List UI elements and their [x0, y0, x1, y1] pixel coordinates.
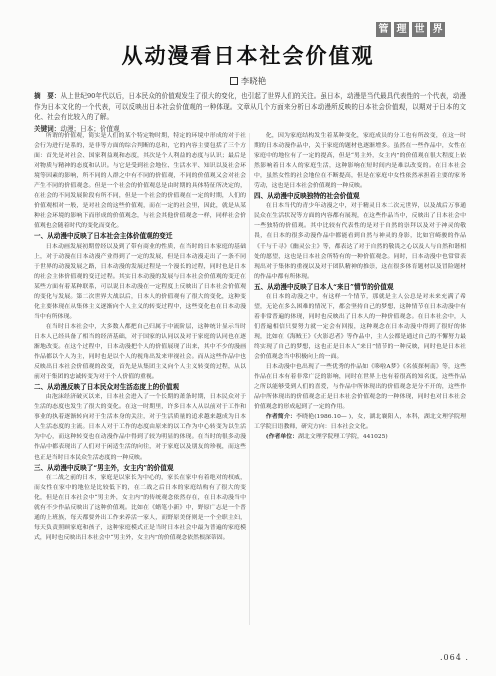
body-paragraph: 在当时日本社会中，大多数人都把自己归属于中流阶层，这种统计显示当时日本人已经具备了相当的经济基础，对于国家的认同以及对于家庭的认同也在逐渐地改变。在这个过程中，日本动漫把个人的价值展现了出来，其中不少的漫画作品都以个人为主，同时也是以个人的视角出发来审视社会。而从这些作品中也反映出日本社会价值观的改变，首先是从集团主义向个人主义转变的过程，从以前对于集团的忠诚转变为对于个人价值的重视。 — [34, 323, 246, 381]
page-number: .064 . — [440, 653, 469, 662]
body-paragraph: 在日本的动漫之中，有这样一个情节，那就是主人公总是对未来充满了希望，无论在多么困难的情况下，都会坚持自己的梦想，这种情节在日本动漫中有着非常普遍的体现，同时也反映出了日本人的一种价值观念。在日本社会中，人们普遍相信只要努力就一定会有回报，这种观念在日本动漫中得到了很好的体现，比如在《海贼王》《火影忍者》等作品中，主人公都是通过自己的不懈努力最终实现了自己的梦想，这也正是日本人“来日”情节的一种反映，同时也是日本社会价值观念当中积极向上的一面。 — [254, 293, 466, 361]
abstract-paragraph — [34, 91, 466, 123]
body-paragraph: 所谓的价值观，简实是人们的某个特定物时期，特定的环境中形成的对于社会行为进行是系的，是非等方面的综合判断的总和，它的内容主要包括了三个方面：首先是对社会、国家利益观和态度，其次是个人利益的态度与认识；最后是对物质与精神的态度和认识。与它是受到社会地位、生活水平、知识以及社会环境等因素的影响，所不同的人群之中有不同的价值观，不同的价值观又会对社会产生不同的价值观念。但是一个社会的价值观总是由时期的具体特征所决定的，在社会的不同发展阶段有所不同，但是一个社会的价值观在一定的时期，人们的价值观相对一般，是对社会的这些价值观，而在一定的社会里，因此，就是从某种社会环境的影响下而形成的价值观念，与社会其他价值观念一样，同样社会价值观也会随着时代的变化而变化。 — [34, 133, 246, 230]
abstract — [34, 91, 466, 134]
left-column — [34, 131, 246, 543]
section-heading: 一、从动漫中反映了日本社会主体价值观的变迁 — [34, 232, 173, 241]
bio-text: 湖北文理学院理工学院，441025) — [298, 434, 388, 441]
section-heading: 二、从动漫反映了日本民众对生活态度上的价值观 — [34, 383, 180, 392]
bio-text: 李晓艳(1986.10— )，女，湖北襄阳人，本科，湖北文理学院理工学院日语教师，研究方向：日本社会文化。 — [254, 414, 467, 431]
abstract-text: 从上世纪90年代以后，日本民众的价值观发生了很大的变化，也引起了世界人们的关注。虽日本，动漫是当代最具代表性的一个代表，动漫作为日本文化的一个代表，可以反映出日本社会价值观的一种体现。文章从几个方面来分析日本动漫所反映的日本社会价值观，以期对于日本的文化、社会有比较入的了解。 — [34, 92, 467, 122]
author-bio — [254, 432, 466, 442]
bio-label: (作者单位： — [265, 433, 299, 441]
column-header-char: 管 — [376, 22, 391, 37]
author-bio — [254, 412, 466, 432]
body-paragraph: 在日本当代的青少年动漫之中，对于精灵日本二次元世界，以及战后万事通民众在生活状况等方面的内容都有展现，在这些作品当中，反映出了日本社会中一些独特的价值观。其中比较有代表性的是对于自然的崇拜以及对于神灵的敬畏，在日本的很多动漫作品中都能看到自然与神灵的身影，比如宫崎骏的作品《千与千寻》《幽灵公主》等，都表达了对于自然的敬畏之心以及人与自然和谐相处的愿望，这也是日本社会所特有的一种价值观念。同时，日本动漫中也常常表现出对于集体的重视以及对于团队精神的推崇，这在很多体育题材以及冒险题材的作品中都有所体现。 — [254, 203, 466, 280]
bio-label: 作者简介： — [265, 413, 297, 421]
body-paragraph: 日本动漫中也出现了一些优秀的作品如《哆啦A梦》《名侦探柯南》等，这些作品在日本有着非常广泛的影响，同时在世界上也有着很高的知名度，这些作品之所以能够受到人们的喜爱，与作品中所体现出的价值观念是分不开的，这些作品中所体现出的价值观念正是日本社会价值观念的一种体现，同时也对日本社会价值观念的形成起到了一定的作用。 — [254, 364, 466, 411]
column-header-char: 世 — [412, 22, 427, 37]
right-column — [254, 131, 466, 442]
section-heading: 五、从动漫中反映了日本人“来日”情节的价值观 — [254, 282, 394, 291]
column-header-char: 理 — [394, 22, 409, 37]
keywords-label: 关键词： — [34, 124, 61, 133]
column-header — [376, 22, 445, 37]
author-name: 李晓艳 — [240, 77, 267, 87]
article-title: 从动漫看日本社会价值观 — [121, 43, 375, 68]
column-divider — [249, 133, 250, 625]
body-paragraph: 化，因为家庭结构发生着某种变化，家庭成员的分工也有所改变，在这一时期的日本动漫作品中，关于家庭的题材也逐渐增多。虽然在一些作品中，女性在家庭中的地位有了一定的提高，但是“男主外，女主内”的价值观在很大程度上依然影响着日本人的家庭生活，这种影响在短时间内是难以改变的。在日本社会中，虽然女性的社会地位在不断提高，但是在家庭中女性依然承担着主要的家务劳动，这也是日本社会价值观的一种反映。 — [254, 133, 466, 190]
keywords-text: 动漫；日本；价值观 — [60, 124, 120, 133]
body-paragraph: 由泡沫经济破灭以来，日本社会进入了一个长期的萧条时期，日本民众对于生活的态度也发生了很大的变化。在这一时期里，许多日本人从以前对于工作和事业的执着逐渐转向对于生活本身的关注，对于生活质量的追求越来越成为日本人生活态度的主流。日本人对于工作的态度由原来的以工作为中心转变为以生活为中心，而这种转变也在动漫作品中得到了较为明显的体现。在当时的很多动漫作品中都表现出了人们对于闲适生活的向往，对于家庭以及朋友的珍视，而这些也正是当时日本民众生活态度的一种反映。 — [34, 394, 246, 461]
abstract-label: 摘 要： — [34, 92, 61, 100]
column-header-char: 界 — [430, 22, 445, 37]
body-paragraph: 在二战之前的日本，家庭是以家长为中心的，家长在家中有着绝对的权威，而女性在家中的地位是比较低下的，在二战之后日本的家庭结构有了很大的变化，但是在日本社会中“男主外，女主内”的传统观念依然存在，在日本动漫当中就有不少作品反映出了这种价值观。比如在《蜡笔小新》中，野原广志是一个普通的上班族，每天都要外出工作来养活一家人，而野原美伢则是一个全职主妇，每天负责照顾家庭和孩子，这种家庭模式正是当时日本社会中最为普遍的家庭模式，同时也反映出日本社会中“男主外，女主内”的价值观念依然根深蒂固。 — [34, 474, 246, 541]
author-line — [0, 75, 496, 87]
section-heading: 三、从动漫中反映了“男主外，女主内”的价值观 — [34, 463, 174, 472]
section-heading: 四、从动漫中反映独特的社会价值观 — [254, 192, 360, 201]
author-box-icon — [230, 77, 238, 85]
body-paragraph: 日本动画发展初期曾经以及到了带有商业的性质，在当时的日本家庭的基础上，对于动漫在日本动漫产业得到了一定的发展，但是日本动漫走出了一条不同于世界的动漫发展之路，日本动漫的发展过程是一个漫长的过程，同时也是日本的社会主体价值观的变迁过程。其实日本动漫的发展与日本社会价值观的变迁在某些方面有着某种联系，可以说日本动漫在一定程度上反映出了日本社会价值观的变化与发展。第二次世界大战以后，日本人的价值观有了很大的变化，这种变化主要体现在从集体主义逐渐向个人主义的转变过程中，这些变化也在日本动漫当中有所体现。 — [34, 243, 246, 320]
